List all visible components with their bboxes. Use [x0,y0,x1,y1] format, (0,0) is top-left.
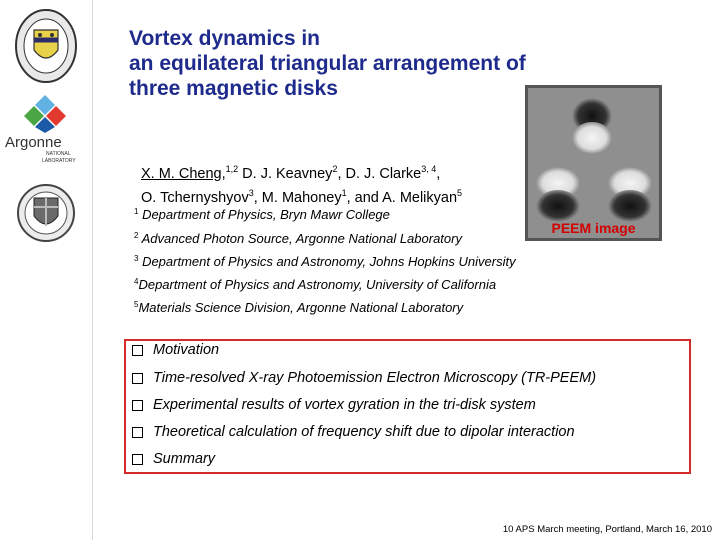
affiliation-text: Materials Science Division, Argonne National Laboratory [138,300,464,315]
peem-image [525,85,662,241]
affiliation-sup: 5 [134,300,139,309]
bryn-mawr-seal-icon [14,8,78,84]
outline-item [132,370,596,386]
argonne-sub-laboratory: LABORATORY [42,158,76,164]
author-sup: 5 [457,188,463,198]
outline-item-text: Motivation [153,342,220,358]
checkbox-bullet-icon [132,454,143,465]
checkbox-bullet-icon [132,427,143,438]
affiliation-item [134,277,496,292]
author-sup: 1 [341,188,347,198]
affiliation-sup: 2 [134,231,139,240]
peem-label: PEEM image [551,220,636,236]
slide-footer: 10 APS March meeting, Portland, March 16, 2010 [502,524,712,535]
checkbox-bullet-icon [132,345,143,356]
author-cheng: X. M. Cheng, [141,166,226,182]
author-clarke: , D. J. Clarke [337,166,422,182]
affiliation-sup: 4 [134,277,139,286]
affiliation-item [134,254,516,269]
author-sup: 1,2 [225,164,239,174]
author-line-1 [141,160,462,184]
affiliation-sup: 1 [134,207,139,216]
outline-item [132,397,536,413]
checkbox-bullet-icon [132,400,143,411]
author-list [141,160,462,208]
affiliation-item [134,207,390,222]
title-line-2: an equilateral triangular arrangement of [129,52,526,75]
author-melikyan: , and A. Melikyan [346,190,458,206]
logo-sidebar [0,0,93,540]
author-sup: 3 [248,188,254,198]
argonne-sub-national: NATIONAL [46,151,71,157]
outline-item [132,342,219,358]
author-line-2 [141,184,462,208]
title-line-1: Vortex dynamics in [129,27,321,50]
author-separator: , [436,166,441,182]
outline-item [132,424,575,440]
argonne-wordmark: Argonne [5,134,62,151]
outline-item-text: Theoretical calculation of frequency shift due to dipolar interaction [153,424,575,440]
affiliation-text: Advanced Photon Source, Argonne National Laboratory [138,231,462,246]
outline-item-text: Summary [153,451,216,467]
affiliation-item [134,300,463,315]
affiliation-text: Department of Physics and Astronomy, Johns Hopkins University [138,254,516,269]
outline-item-text: Experimental results of vortex gyration in the tri-disk system [153,397,536,413]
affiliation-item [134,231,462,246]
peem-micrograph [528,88,659,238]
checkbox-bullet-icon [132,373,143,384]
affiliation-text: Department of Physics and Astronomy, University of California [138,277,497,292]
outline-item [132,451,215,467]
author-mahoney: , M. Mahoney [253,190,342,206]
affiliation-sup: 3 [134,254,139,263]
title-line-3: three magnetic disks [129,77,338,100]
outline-item-text: Time-resolved X-ray Photoemission Electron Microscopy (TR-PEEM) [153,370,597,386]
argonne-logo-icon [22,93,68,133]
author-keavney: D. J. Keavney [238,166,333,182]
author-sup: 3, 4 [421,164,437,174]
author-tchernyshyov: O. Tchernyshyov [141,190,249,206]
affiliation-text: Department of Physics, Bryn Mawr College [138,207,390,222]
jhu-shield-icon [17,180,75,246]
author-sup: 2 [332,164,338,174]
